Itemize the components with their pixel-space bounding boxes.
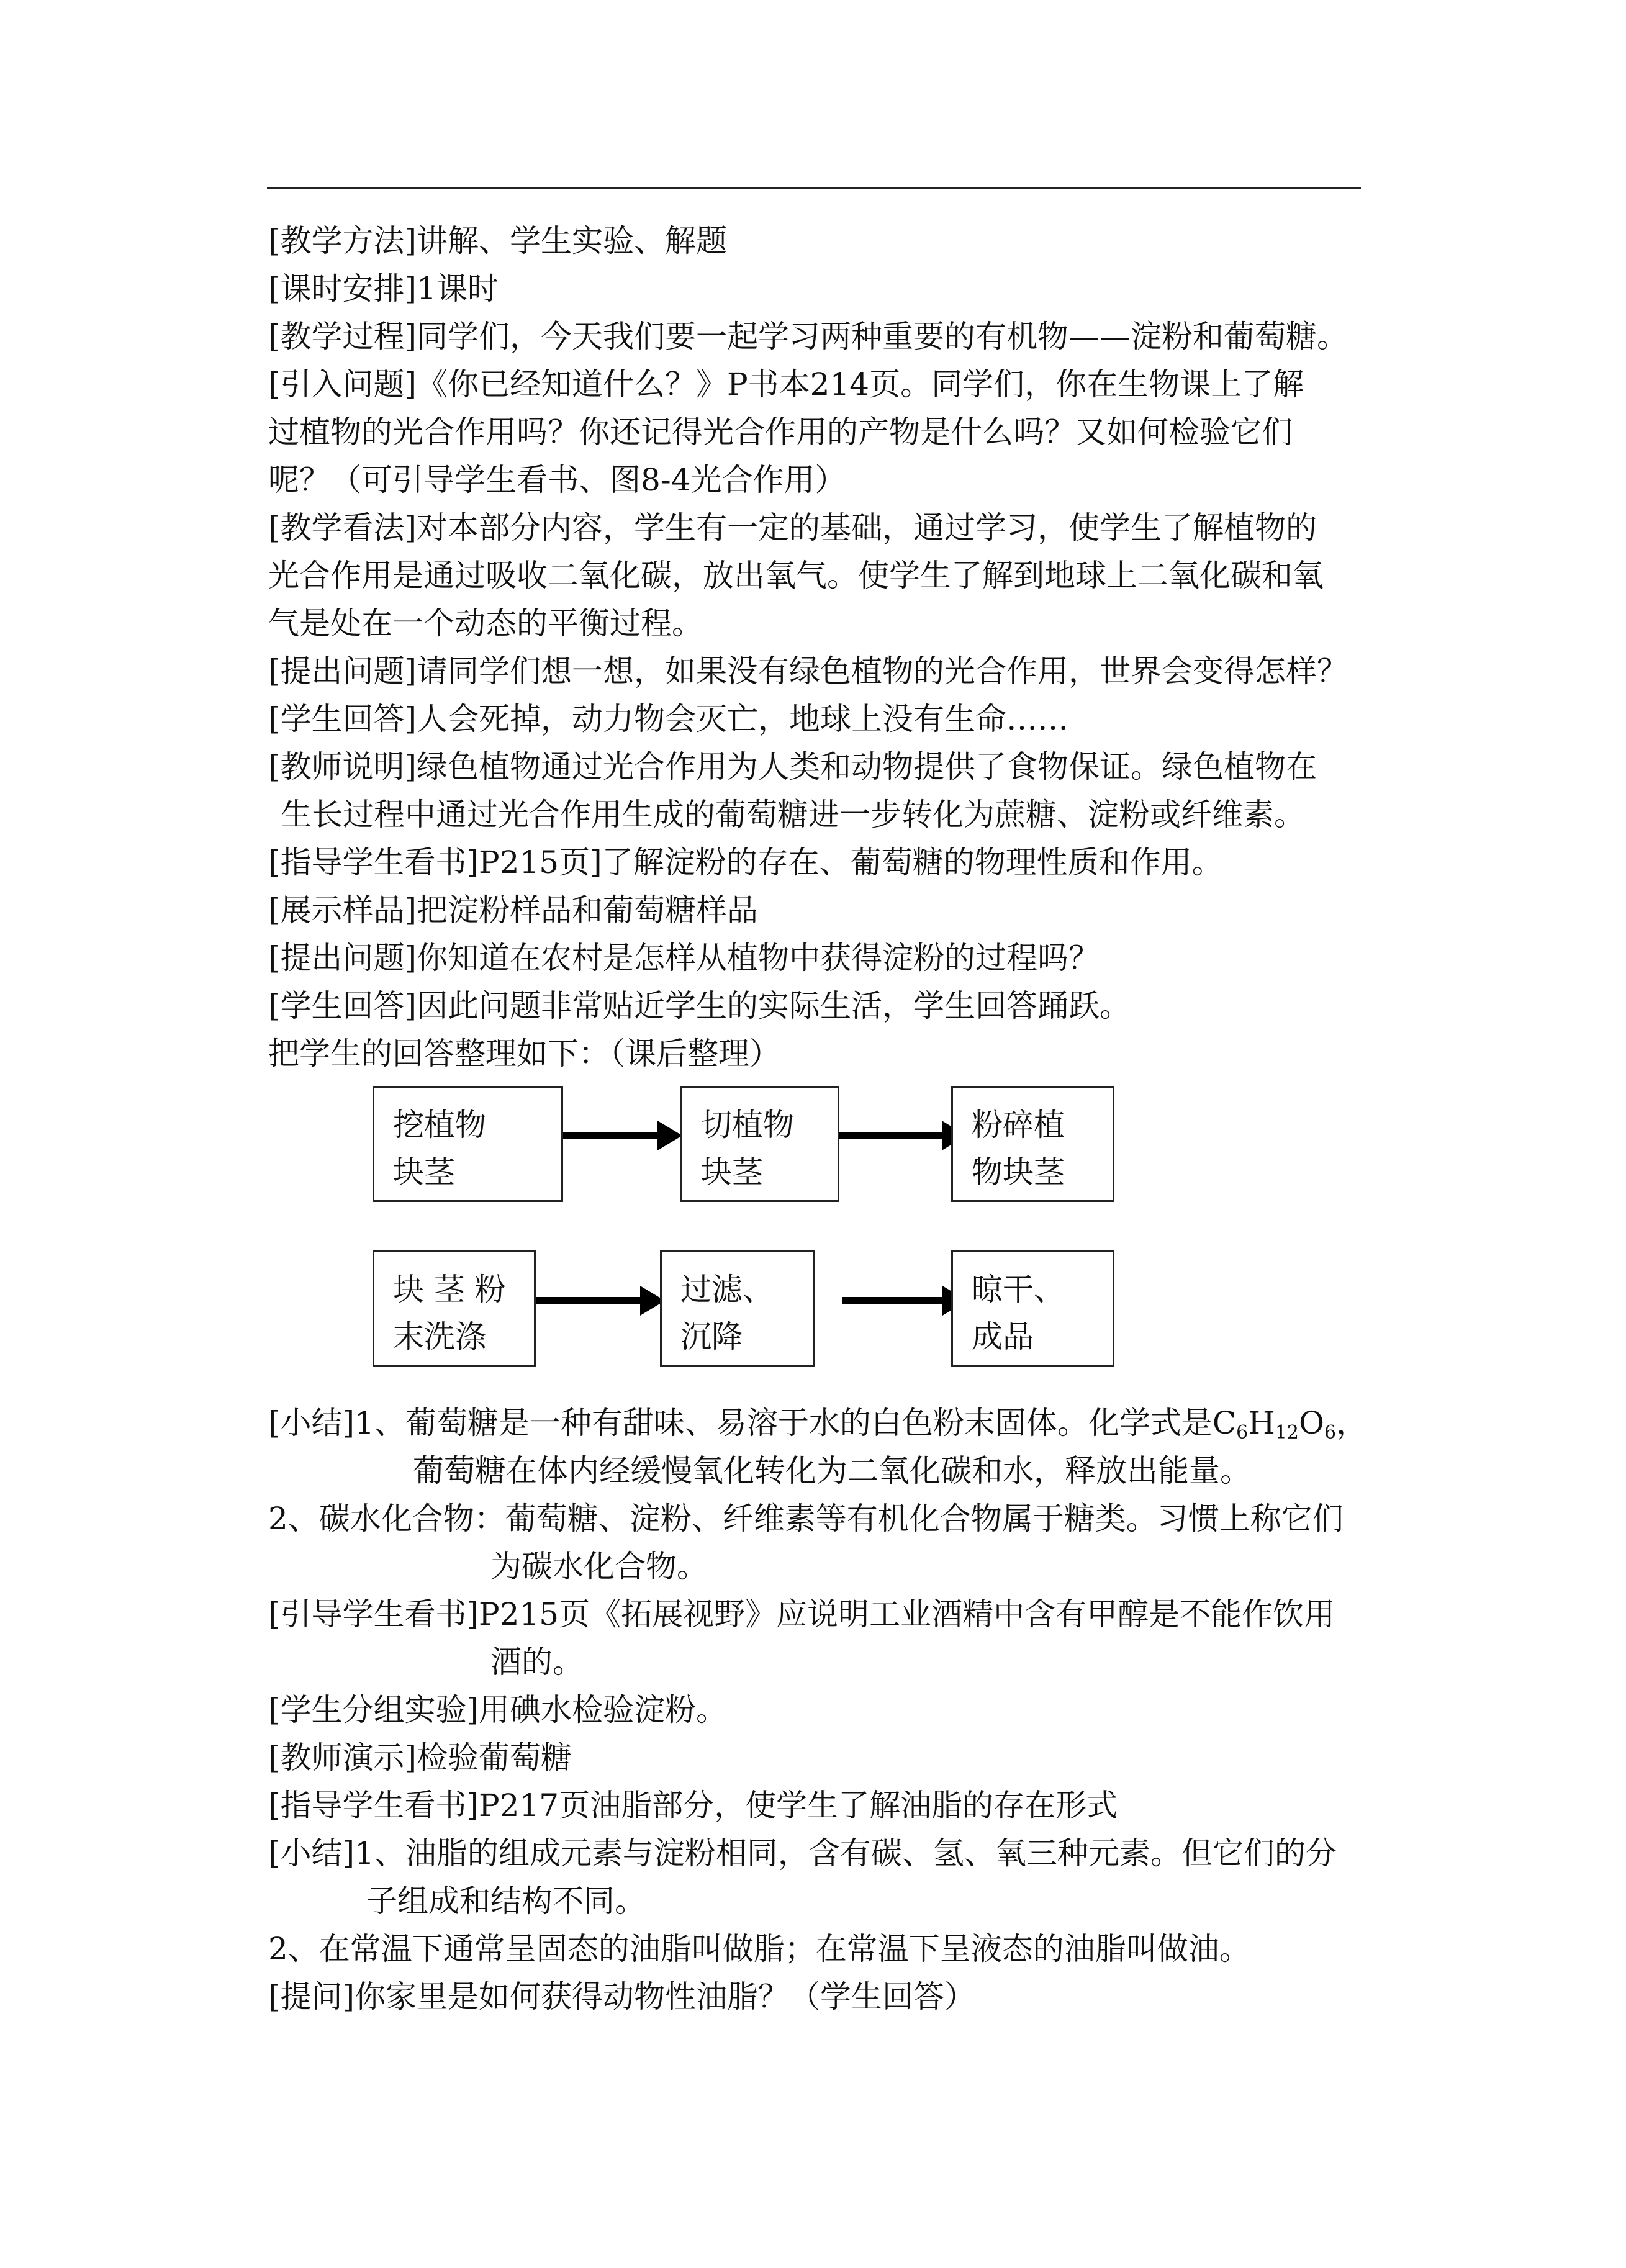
text-line: [指导学生看书]P215页]了解淀粉的存在、葡萄糖的物理性质和作用。 — [268, 844, 1223, 880]
text-line: 葡萄糖在体内经缓慢氧化转化为二氧化碳和水，释放出能量。 — [413, 1453, 1251, 1489]
text-line: 生长过程中通过光合作用生成的葡萄糖进一步转化为蔗糖、淀粉或纤维素。 — [281, 797, 1305, 833]
flow-box-line: 块茎 — [701, 1154, 763, 1190]
text-line: [学生回答]因此问题非常贴近学生的实际生活，学生回答踊跃。 — [268, 988, 1131, 1024]
flow-arrow — [536, 1297, 643, 1304]
flow-box-line: 块茎 — [393, 1154, 455, 1190]
text-line: 把学生的回答整理如下：（课后整理） — [268, 1036, 780, 1072]
text-line: [指导学生看书]P217页油脂部分，使学生了解油脂的存在形式 — [268, 1787, 1118, 1823]
flow-box-line: 块 茎 粉 — [393, 1272, 506, 1308]
formula-subscript: 6 — [1236, 1422, 1249, 1443]
text-line: [提出问题]请同学们想一想，如果没有绿色植物的光合作用，世界会变得怎样？ — [268, 653, 1348, 689]
text-line: 光合作用是通过吸收二氧化碳，放出氧气。使学生了解到地球上二氧化碳和氧 — [268, 558, 1324, 594]
flow-arrow — [842, 1297, 945, 1304]
text-line: [学生回答]人会死掉，动力物会灭亡，地球上没有生命…… — [268, 701, 1069, 737]
text-line: [提问]你家里是如何获得动物性油脂？（学生回答） — [268, 1979, 976, 2015]
summary-glucose-line — [268, 1404, 1367, 1442]
text-line: [引入问题]《你已经知道什么？》P书本214页。同学们，你在生物课上了解 — [268, 366, 1304, 402]
flow-box-filter — [660, 1250, 815, 1367]
flow-box-line: 物块茎 — [972, 1154, 1065, 1190]
text-line: 子组成和结构不同。 — [366, 1883, 646, 1919]
flow-box-line: 过滤、 — [680, 1272, 774, 1308]
formula-element: O — [1298, 1405, 1324, 1441]
flow-box-crush — [951, 1086, 1114, 1202]
text-line: [学生分组实验]用碘水检验淀粉。 — [268, 1692, 728, 1728]
flow-box-line: 切植物 — [701, 1107, 794, 1143]
text-line: 为碳水化合物。 — [490, 1548, 708, 1584]
text-line: 酒的。 — [490, 1644, 584, 1680]
text-line: [教学过程]同学们，今天我们要一起学习两种重要的有机物——淀粉和葡萄糖。 — [268, 319, 1348, 355]
text-line: 呢？（可引导学生看书、图8-4光合作用） — [268, 462, 846, 498]
flow-box-line: 沉降 — [680, 1319, 743, 1355]
text-line: [教学看法]对本部分内容，学生有一定的基础，通过学习，使学生了解植物的 — [268, 510, 1317, 546]
summary-text: [小结]1、葡萄糖是一种有甜味、易溶于水的白色粉末固体。化学式是C — [268, 1405, 1237, 1441]
flow-box-line: 末洗涤 — [393, 1319, 486, 1355]
text-line: [教师说明]绿色植物通过光合作用为人类和动物提供了食物保证。绿色植物在 — [268, 749, 1317, 785]
flow-box-line: 粉碎植 — [972, 1107, 1065, 1143]
text-line: [引导学生看书]P215页《拓展视野》应说明工业酒精中含有甲醇是不能作饮用 — [268, 1596, 1335, 1632]
text-line: [小结]1、油脂的组成元素与淀粉相同，含有碳、氢、氧三种元素。但它们的分 — [268, 1835, 1337, 1871]
summary-text: ， — [1336, 1405, 1368, 1441]
formula-element: H — [1248, 1405, 1275, 1441]
text-line: 2、碳水化合物：葡萄糖、淀粉、纤维素等有机化合物属于糖类。习惯上称它们 — [268, 1501, 1344, 1537]
text-line: [展示样品]把淀粉样品和葡萄糖样品 — [268, 892, 759, 928]
formula-subscript: 12 — [1275, 1422, 1299, 1443]
flow-box-wash — [373, 1250, 536, 1367]
text-line: [教学方法]讲解、学生实验、解题 — [268, 223, 728, 259]
flow-arrow — [563, 1132, 660, 1139]
flow-box-cut — [680, 1086, 839, 1202]
flow-box-dig — [373, 1086, 563, 1202]
flow-box-dry — [951, 1250, 1114, 1367]
flow-box-line: 成品 — [972, 1319, 1034, 1355]
formula-subscript: 6 — [1324, 1422, 1337, 1443]
text-line: 过植物的光合作用吗？你还记得光合作用的产物是什么吗？又如何检验它们 — [268, 414, 1293, 450]
text-line: 2、在常温下通常呈固态的油脂叫做脂；在常温下呈液态的油脂叫做油。 — [268, 1931, 1250, 1967]
text-line: [教师演示]检验葡萄糖 — [268, 1740, 572, 1776]
text-line: 气是处在一个动态的平衡过程。 — [268, 605, 703, 641]
flow-box-line: 挖植物 — [393, 1107, 486, 1143]
text-line: [课时安排]1课时 — [268, 271, 499, 307]
flow-arrow — [839, 1132, 944, 1139]
flow-box-line: 晾干、 — [972, 1272, 1065, 1308]
header-rule — [267, 187, 1361, 189]
text-line: [提出问题]你知道在农村是怎样从植物中获得淀粉的过程吗？ — [268, 940, 1100, 976]
